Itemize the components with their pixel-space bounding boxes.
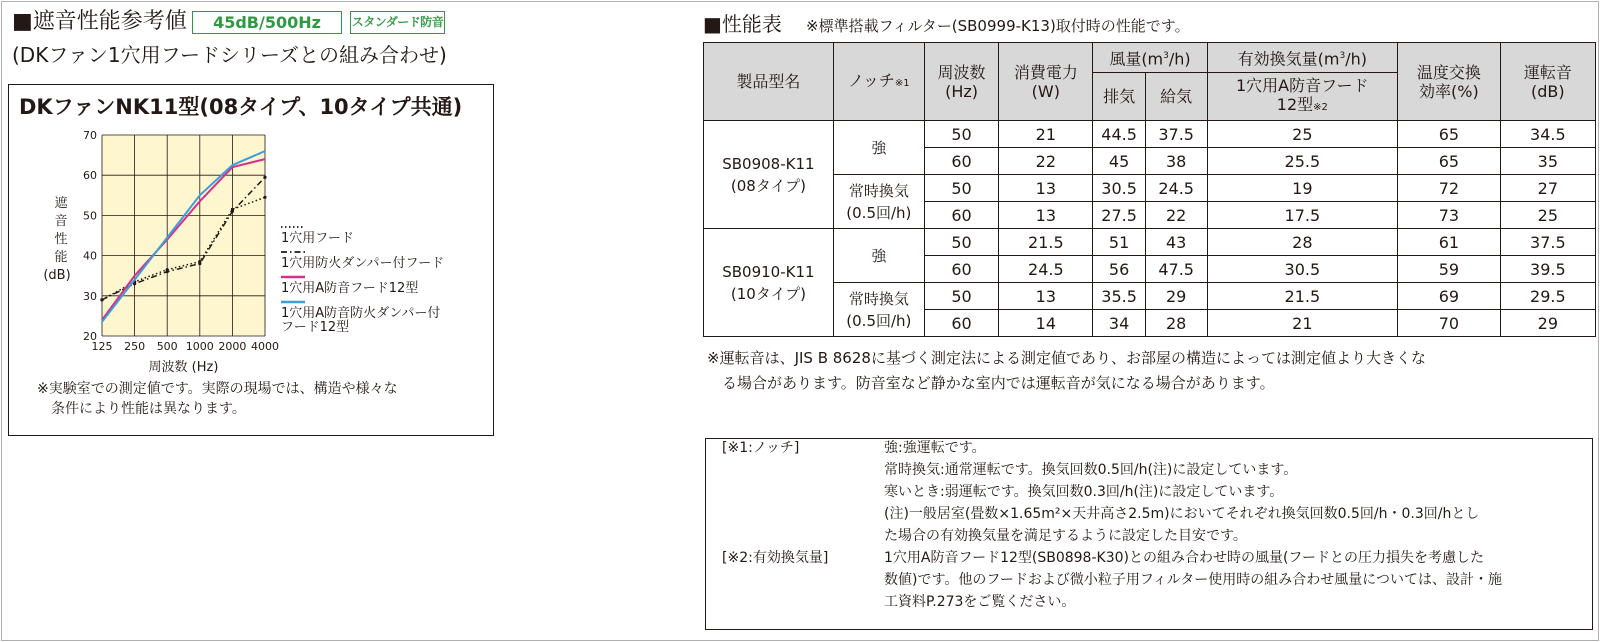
- supply-cell: 37.5: [1145, 121, 1207, 148]
- data-point-1: [198, 262, 201, 265]
- x-tick-label: 250: [124, 340, 146, 353]
- freq-cell: 50: [924, 283, 998, 310]
- sound-insulation-chart: [9, 85, 493, 375]
- effective-cell: 28: [1207, 229, 1398, 256]
- legend-label: フード12型: [281, 320, 350, 335]
- legend-label: 1穴用A防音防火ダンパー付: [281, 306, 441, 321]
- supply-cell: 29: [1145, 283, 1207, 310]
- exhaust-cell: 27.5: [1093, 202, 1145, 229]
- x-tick-label: 2000: [218, 340, 247, 353]
- exhaust-cell: 34: [1093, 310, 1145, 337]
- noise-cell: 37.5: [1500, 229, 1595, 256]
- y-tick-label: 30: [83, 289, 97, 303]
- exhaust-cell: 51: [1093, 229, 1145, 256]
- note-line: 寒いとき:弱運転です。換気回数0.3回/h(注)に設定しています。: [884, 484, 1284, 500]
- exhaust-cell: 45: [1093, 148, 1145, 175]
- noise-cell: 35: [1500, 148, 1595, 175]
- header-notch: ノッチ※1: [833, 43, 924, 121]
- noise-footnote: [707, 346, 1595, 396]
- note-key-notch: [※1:ノッチ]: [722, 440, 800, 456]
- header-heat-exchange: 温度交換 効率(%): [1398, 43, 1501, 121]
- noise-cell: 29.5: [1500, 283, 1595, 310]
- y-axis-label: 遮: [54, 196, 68, 211]
- heat-cell: 72: [1398, 175, 1501, 202]
- noise-cell: 29: [1500, 310, 1595, 337]
- filter-note: ※標準搭載フィルター(SB0999-K13)取付時の性能です。: [806, 17, 1190, 35]
- y-axis-label: (dB): [43, 268, 71, 283]
- x-tick-label: 4000: [251, 340, 279, 353]
- freq-cell: 60: [924, 256, 998, 283]
- model-cell: SB0910-K11 (10タイプ): [704, 229, 834, 337]
- data-point-1: [100, 298, 103, 301]
- note-line: 常時換気:通常運転です。換気回数0.5回/h(注)に設定しています。: [884, 462, 1298, 478]
- model-cell: SB0908-K11 (08タイプ): [704, 121, 834, 229]
- power-cell: 14: [999, 310, 1093, 337]
- footnote-line: る場合があります。防音室など静かな室内では運転音が気になる場合があります。: [707, 374, 1275, 392]
- heat-cell: 65: [1398, 148, 1501, 175]
- y-axis-label: 音: [54, 214, 68, 229]
- exhaust-cell: 44.5: [1093, 121, 1145, 148]
- effective-cell: 25.5: [1207, 148, 1398, 175]
- freq-cell: 50: [924, 229, 998, 256]
- effective-cell: 21: [1207, 310, 1398, 337]
- note-line: (注)一般居室(畳数×1.65m²×天井高さ2.5m)においてそれぞれ換気回数0.5回/h・0.3回/hとし: [884, 506, 1480, 522]
- note-line: た場合の有効換気量を満足するように設定した目安です。: [884, 528, 1247, 544]
- noise-cell: 39.5: [1500, 256, 1595, 283]
- note-key-effective: [※2:有効換気量]: [722, 550, 829, 566]
- noise-cell: 27: [1500, 175, 1595, 202]
- exhaust-cell: 56: [1093, 256, 1145, 283]
- data-point-1: [231, 210, 234, 213]
- note-line: 工資料P.273をご覧ください。: [884, 594, 1076, 610]
- freq-cell: 60: [924, 202, 998, 229]
- noise-cell: 34.5: [1500, 121, 1595, 148]
- note-line: 強:強運転です。: [884, 440, 986, 456]
- power-cell: 24.5: [999, 256, 1093, 283]
- header-noise: 運転音 (dB): [1500, 43, 1595, 121]
- legend-label: 1穴用防火ダンパー付フード: [281, 256, 445, 271]
- header-power: 消費電力 (W): [999, 43, 1093, 121]
- header-model: 製品型名: [704, 43, 834, 121]
- y-tick-label: 60: [83, 169, 97, 183]
- notch-cell: 強: [833, 229, 924, 283]
- freq-cell: 60: [924, 148, 998, 175]
- data-point-1: [263, 176, 266, 179]
- data-point-0: [263, 196, 266, 199]
- y-tick-label: 50: [83, 209, 97, 223]
- table-row: [704, 121, 1596, 148]
- legend-label: 1穴用フード: [281, 231, 354, 246]
- y-tick-label: 20: [83, 330, 97, 343]
- supply-cell: 28: [1145, 310, 1207, 337]
- effective-cell: 30.5: [1207, 256, 1398, 283]
- power-cell: 21.5: [999, 229, 1093, 256]
- header-exhaust: 排気: [1093, 73, 1145, 121]
- noise-cell: 25: [1500, 202, 1595, 229]
- standard-soundproof-badge: スタンダード防音: [350, 11, 445, 34]
- header-effective: 有効換気量$(m^3/h)$: [1207, 43, 1398, 73]
- heat-cell: 61: [1398, 229, 1501, 256]
- data-point-1: [166, 270, 169, 273]
- notes-box: [705, 438, 1593, 630]
- heat-cell: 59: [1398, 256, 1501, 283]
- x-axis-label: 周波数 (Hz): [148, 360, 219, 375]
- exhaust-cell: 35.5: [1093, 283, 1145, 310]
- header-airflow: 風量$(m^3/h)$: [1093, 43, 1207, 73]
- supply-cell: 22: [1145, 202, 1207, 229]
- heat-cell: 65: [1398, 121, 1501, 148]
- power-cell: 13: [999, 175, 1093, 202]
- chart-note-line: ※実験室での測定値です。実際の現場では、構造や様々な: [37, 381, 398, 397]
- chart-note: [37, 379, 487, 419]
- legend-label: 1穴用A防音フード12型: [281, 281, 419, 296]
- sound-insulation-title: ■遮音性能参考値: [12, 9, 187, 34]
- power-cell: 22: [999, 148, 1093, 175]
- heat-cell: 69: [1398, 283, 1501, 310]
- header-frequency: 周波数 (Hz): [924, 43, 998, 121]
- footnote-line: ※運転音は、JIS B 8628に基づく測定法による測定値であり、お部屋の構造によっては測定値より大きくな: [707, 349, 1426, 367]
- y-axis-label: 能: [54, 250, 68, 265]
- power-cell: 13: [999, 283, 1093, 310]
- x-tick-label: 1000: [185, 340, 214, 353]
- effective-cell: 21.5: [1207, 283, 1398, 310]
- notch-cell: 常時換気 (0.5回/h): [833, 283, 924, 337]
- notch-cell: 常時換気 (0.5回/h): [833, 175, 924, 229]
- db-badge: 45dB/500Hz: [192, 11, 342, 34]
- supply-cell: 43: [1145, 229, 1207, 256]
- heat-cell: 70: [1398, 310, 1501, 337]
- power-cell: 21: [999, 121, 1093, 148]
- y-tick-label: 70: [83, 129, 97, 142]
- note-line: 1穴用A防音フード12型(SB0898-K30)との組み合わせ時の風量(フードとの圧力損失を考慮した: [884, 550, 1485, 566]
- freq-cell: 50: [924, 175, 998, 202]
- header-supply: 給気: [1145, 73, 1207, 121]
- chart-box: [8, 84, 494, 436]
- supply-cell: 47.5: [1145, 256, 1207, 283]
- y-axis-label: 性: [54, 232, 68, 247]
- table-row: [704, 283, 1596, 310]
- chart-title: DKファンNK11型(08タイプ、10タイプ共通): [19, 95, 463, 119]
- y-tick-label: 40: [83, 249, 97, 263]
- power-cell: 13: [999, 202, 1093, 229]
- supply-cell: 38: [1145, 148, 1207, 175]
- performance-title: ■性能表: [703, 12, 782, 36]
- freq-cell: 60: [924, 310, 998, 337]
- heat-cell: 73: [1398, 202, 1501, 229]
- effective-cell: 17.5: [1207, 202, 1398, 229]
- supply-cell: 24.5: [1145, 175, 1207, 202]
- chart-note-line: 条件により性能は異なります。: [37, 401, 246, 417]
- freq-cell: 50: [924, 121, 998, 148]
- effective-cell: 25: [1207, 121, 1398, 148]
- note-line: 数値)です。他のフードおよび微小粒子用フィルター使用時の組み合わせ風量については、設計・施: [884, 572, 1502, 588]
- combination-subtitle: (DKファン1穴用フードシリーズとの組み合わせ): [12, 43, 447, 67]
- header-effective-hood: 1穴用A防音フード 12型※2: [1207, 73, 1398, 121]
- table-row: [704, 229, 1596, 256]
- exhaust-cell: 30.5: [1093, 175, 1145, 202]
- notch-cell: 強: [833, 121, 924, 175]
- table-row: [704, 175, 1596, 202]
- x-tick-label: 125: [91, 340, 113, 353]
- effective-cell: 19: [1207, 175, 1398, 202]
- x-tick-label: 500: [156, 340, 178, 353]
- performance-table: [703, 42, 1596, 337]
